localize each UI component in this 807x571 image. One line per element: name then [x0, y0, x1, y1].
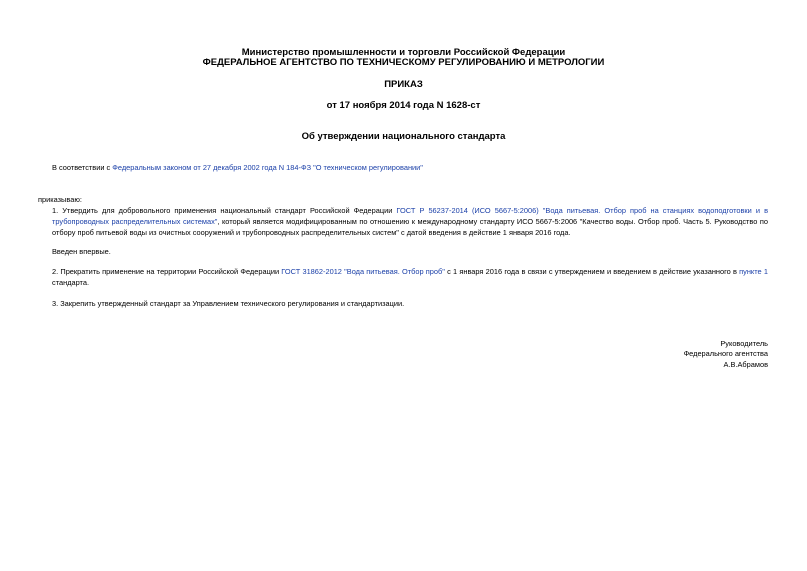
item-1-text-after: , который является модифицированным по отношению к международному стандарту ИСО 5667-5:2006 "Качество воды. Отбор проб. Часть 5. Руководство по отбору проб питьевой воды из очистных сооружений и трубопроводных распределительных систем" с датой введения в действие 1 января 2016 года.: [52, 217, 768, 237]
document-date-number: от 17 ноября 2014 года N 1628-ст: [326, 100, 481, 111]
point-1-link[interactable]: пункте 1: [739, 267, 768, 276]
item-2-text-middle: с 1 января 2016 года в связи с утверждением и введением в действие указанного в: [444, 267, 740, 276]
item-2-text-after: стандарта.: [52, 278, 90, 287]
federal-law-link[interactable]: Федеральным законом от 27 декабря 2002 года N 184-ФЗ "О техническом регулировании": [112, 163, 423, 172]
item-1-text-before: 1. Утвердить для добровольного применения национальный стандарт Российской Федерации: [52, 206, 397, 215]
item-1-paragraph: [38, 205, 768, 238]
gost-r-56237-link[interactable]: ГОСТ Р 56237-2014 (ИСО 5667-5:2006) "Вода питьевая. Отбор проб на станциях водоподготовки и в трубопроводных распределительных системах": [52, 206, 768, 226]
signature-name: А.В.Абрамов: [723, 360, 768, 369]
document-type: ПРИКАЗ: [384, 79, 423, 90]
signature-agency: Федерального агентства: [683, 349, 768, 358]
item-2-text-before: 2. Прекратить применение на территории Российской Федерации: [52, 267, 282, 276]
document-subject: Об утверждении национального стандарта: [301, 131, 506, 142]
signature-title: Руководитель: [720, 339, 768, 348]
preamble-paragraph: [38, 162, 782, 173]
gost-31862-link[interactable]: ГОСТ 31862-2012 "Вода питьевая. Отбор проб": [281, 267, 445, 276]
order-word: приказываю:: [38, 195, 82, 204]
item-3-paragraph: 3. Закрепить утвержденный стандарт за Управлением технического регулирования и стандартизации.: [52, 299, 405, 308]
agency-name: ФЕДЕРАЛЬНОЕ АГЕНТСТВО ПО ТЕХНИЧЕСКОМУ РЕГУЛИРОВАНИЮ И МЕТРОЛОГИИ: [202, 57, 605, 68]
introduced-first-note: Введен впервые.: [52, 247, 111, 256]
preamble-prefix: В соответствии с: [52, 163, 113, 172]
item-2-paragraph: [38, 266, 768, 288]
ministry-name: Министерство промышленности и торговли Российской Федерации: [241, 47, 566, 58]
